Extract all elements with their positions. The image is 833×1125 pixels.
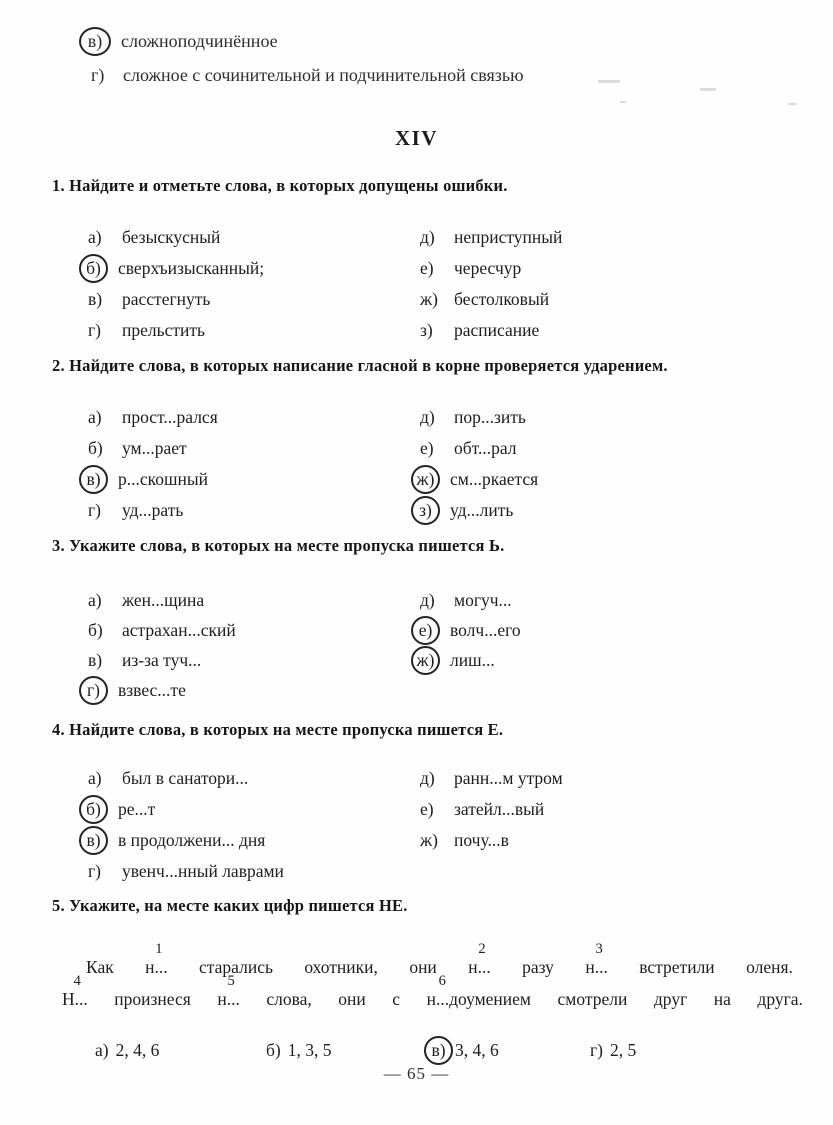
word: они [338, 989, 366, 1009]
answer-option [88, 433, 218, 464]
option-letter: ж) [411, 465, 440, 494]
answer-option [420, 315, 562, 346]
scan-artifact [700, 88, 716, 91]
option-text: 3, 4, 6 [455, 1039, 499, 1060]
word: разу [522, 957, 554, 977]
answer-option [88, 645, 236, 675]
blank-number: 6 [438, 973, 446, 989]
word-with-blank: 2 н... [468, 941, 491, 977]
option-text: пор...зить [454, 407, 526, 427]
word: произнеся [114, 989, 191, 1009]
options-column-left [88, 402, 218, 526]
answer-option [420, 402, 538, 433]
option-text: обт...рал [454, 438, 517, 458]
option-letter: в) [88, 289, 103, 309]
option-letter: ж) [420, 289, 438, 309]
word: они [409, 957, 437, 977]
option-letter: а) [95, 1039, 109, 1060]
option-letter: д) [420, 589, 435, 610]
answer-option [88, 856, 284, 887]
options-column-right [416, 402, 539, 526]
option-letter: е) [420, 438, 434, 458]
option-text: сложное с сочинительной и подчинительной связью [123, 64, 524, 85]
word: друг [653, 989, 688, 1009]
exercise-text [62, 941, 803, 1010]
option-text: неприступный [454, 227, 563, 247]
option-letter: д) [420, 227, 435, 247]
option-letter: а) [88, 589, 102, 610]
answer-option [590, 1034, 636, 1066]
word: слова, [266, 989, 312, 1009]
word-with-blank: 4 Н... [62, 973, 88, 1009]
option-letter: в) [79, 826, 108, 855]
answer-option [91, 58, 524, 92]
answer-option [88, 402, 218, 433]
scan-artifact [598, 80, 620, 83]
answer-option [88, 585, 236, 615]
option-text: затейл...вый [454, 799, 545, 819]
page-number: — 65 — [383, 1064, 450, 1083]
question-heading: 4. Найдите слова, в которых на месте пропуска пишется Е. [52, 720, 504, 739]
option-text: почу...в [454, 830, 509, 850]
answer-option [88, 24, 278, 58]
option-letter: в) [424, 1036, 453, 1065]
option-letter: з) [420, 320, 433, 340]
option-letter: е) [411, 616, 440, 645]
option-letter: в) [88, 649, 103, 670]
word: с [392, 989, 401, 1009]
answer-option [88, 495, 218, 526]
option-text: уд...лить [450, 500, 514, 520]
answer-option [88, 315, 264, 346]
option-text: взвес...те [118, 679, 186, 700]
option-letter: ж) [411, 646, 440, 675]
answer-option [432, 1034, 499, 1066]
answer-option [88, 464, 218, 495]
word: на [713, 989, 731, 1009]
blank-number: 2 [478, 941, 486, 957]
answer-option [420, 433, 538, 464]
option-text: 2, 4, 6 [115, 1039, 160, 1060]
word-with-blank: 6 н...доумением [426, 973, 532, 1009]
answer-option [266, 1034, 331, 1066]
option-text: бестолковый [454, 289, 550, 309]
options-column-left [88, 222, 264, 346]
answer-option [416, 645, 521, 675]
word-with-blank: 1 н... [145, 941, 168, 977]
option-text: волч...его [450, 619, 521, 640]
answer-option [420, 222, 562, 253]
option-text: 2, 5 [610, 1039, 637, 1060]
word: старались [199, 957, 273, 977]
option-letter: а) [88, 227, 102, 247]
option-text: увенч...нный лаврами [122, 861, 284, 881]
options-column-right [416, 585, 521, 675]
answer-option [88, 615, 236, 645]
option-letter: б) [88, 619, 103, 640]
option-text: расстегнуть [122, 289, 211, 309]
answer-option [416, 464, 539, 495]
option-text: см...ркается [450, 469, 539, 489]
scan-artifact [620, 101, 626, 103]
word: встретили [639, 957, 715, 977]
option-letter: а) [88, 768, 102, 788]
option-letter: е) [420, 799, 434, 819]
option-text: из-за туч... [122, 649, 202, 670]
option-text: сверхъизысканный; [118, 258, 265, 278]
option-letter: е) [420, 258, 434, 278]
option-letter: г) [590, 1039, 604, 1060]
answer-option [88, 253, 264, 284]
answer-option [420, 615, 521, 645]
word: Как [86, 957, 114, 977]
option-text: 1, 3, 5 [287, 1039, 332, 1060]
word-with-blank: 5 н... [217, 973, 240, 1009]
text-line [62, 973, 803, 1010]
word: оленя. [746, 957, 793, 977]
answer-option [88, 675, 236, 705]
option-text: астрахан...ский [122, 619, 236, 640]
option-letter: г) [91, 64, 105, 85]
blank-number: 4 [73, 973, 81, 989]
option-text: ум...рает [122, 438, 187, 458]
option-letter: в) [79, 27, 111, 56]
answer-option [420, 585, 521, 615]
option-letter: б) [79, 254, 108, 283]
option-letter: а) [88, 407, 102, 427]
blank-number: 5 [227, 973, 235, 989]
section-title: XIV [394, 126, 438, 150]
option-letter: в) [79, 465, 108, 494]
answer-option [88, 763, 284, 794]
answer-option [420, 763, 563, 794]
option-letter: д) [420, 407, 435, 427]
scan-artifact [788, 103, 797, 105]
word: друга. [757, 989, 803, 1009]
answer-option [420, 794, 563, 825]
option-letter: б) [266, 1039, 281, 1060]
option-text: могуч... [454, 589, 512, 610]
answer-option [88, 222, 264, 253]
option-text: сложноподчинённое [121, 30, 278, 51]
option-letter: г) [88, 320, 102, 340]
option-text: уд...рать [122, 500, 184, 520]
answer-option [420, 825, 563, 856]
option-letter: б) [79, 795, 108, 824]
word: охотники, [304, 957, 378, 977]
word: смотрели [557, 989, 628, 1009]
option-letter: д) [420, 768, 435, 788]
option-letter: з) [411, 496, 440, 525]
option-text: чересчур [454, 258, 522, 278]
option-text: в продолжени... дня [118, 830, 266, 850]
question-heading: 5. Укажите, на месте каких цифр пишется НЕ. [52, 896, 408, 915]
option-text: прельстить [122, 320, 206, 340]
answer-option [420, 253, 562, 284]
options-column-left [88, 763, 284, 887]
answer-option [420, 284, 562, 315]
question-heading: 2. Найдите слова, в которых написание гласной в корне проверяется ударением. [52, 356, 668, 375]
answer-option [88, 794, 284, 825]
option-letter: г) [88, 500, 102, 520]
option-text: был в санатори... [122, 768, 249, 788]
question-heading: 3. Укажите слова, в которых на месте пропуска пишется Ь. [52, 536, 505, 555]
option-text: жен...щина [122, 589, 205, 610]
option-text: р...скошный [118, 469, 208, 489]
option-letter: ж) [420, 830, 438, 850]
options-column-right [420, 222, 562, 346]
blank-number: 3 [595, 941, 603, 957]
option-text: расписание [454, 320, 540, 340]
question-heading: 1. Найдите и отметьте слова, в которых допущены ошибки. [52, 176, 508, 195]
option-text: ранн...м утром [454, 768, 563, 788]
option-text: безыскусный [122, 227, 221, 247]
answer-option [420, 495, 538, 526]
option-letter: г) [79, 676, 108, 705]
option-text: прост...рался [122, 407, 218, 427]
option-letter: г) [88, 861, 102, 881]
option-text: ре...т [118, 799, 156, 819]
options-column-left [88, 585, 236, 705]
options-column-right [420, 763, 563, 856]
word-with-blank: 3 н... [585, 941, 608, 977]
answer-option [95, 1034, 159, 1066]
answer-option [88, 284, 264, 315]
option-letter: б) [88, 438, 103, 458]
blank-number: 1 [155, 941, 163, 957]
answer-option [88, 825, 284, 856]
option-text: лиш... [450, 649, 495, 670]
